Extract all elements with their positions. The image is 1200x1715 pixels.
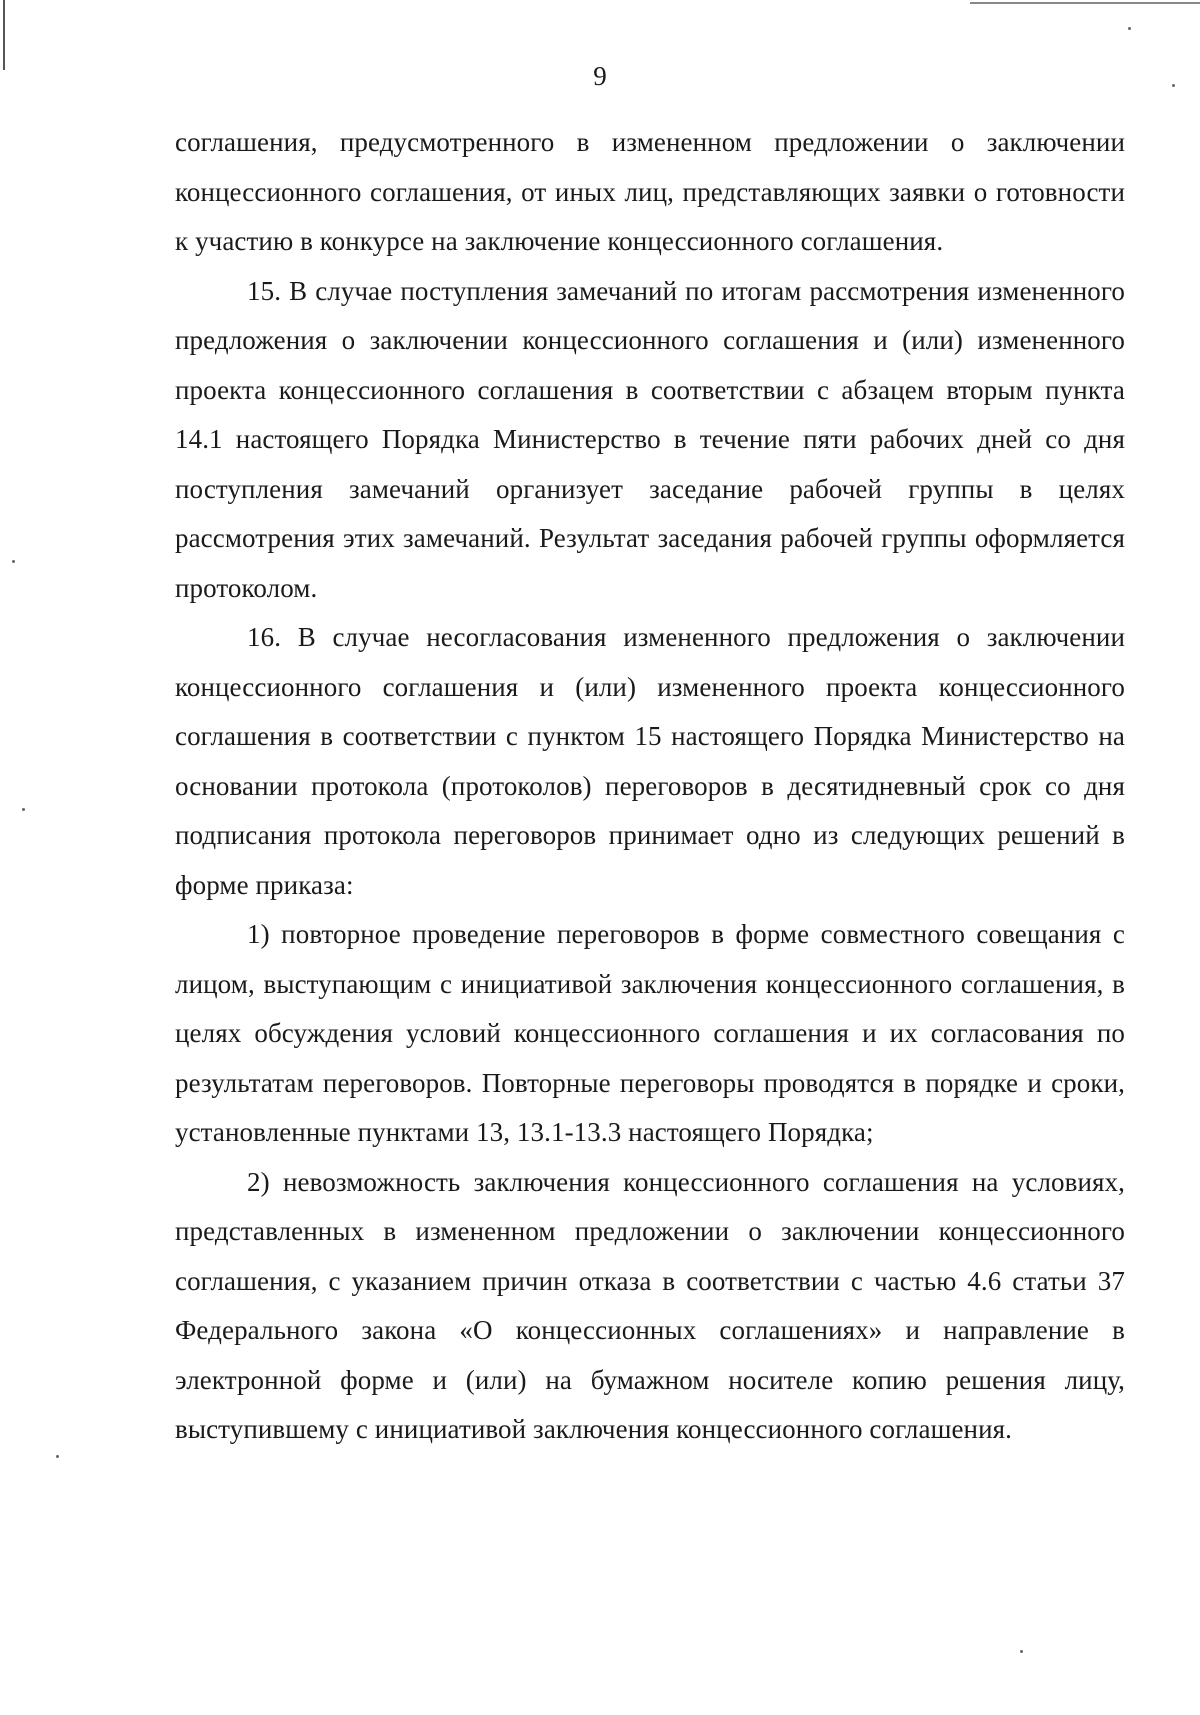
scan-edge-mark-top [970, 2, 1200, 4]
paragraph-clause-16-item-2: 2) невозможность заключения концессионного соглашения на условиях, представленных в измененном предложении о заключении концессионного соглашения, с указанием причин отказа в соответствии с частью 4.6 статьи 37 Федерального закона «О концессионных соглашениях» и направление в электронной форме и (или) на бумажном носителе копию решения лицу, выступившему с инициативой заключения концессионного соглашения. [175, 1166, 1125, 1444]
scan-speck [1020, 1650, 1023, 1653]
scan-speck [22, 808, 25, 811]
scan-speck [12, 560, 15, 563]
scan-speck [1128, 27, 1131, 30]
page-number: 9 [593, 61, 607, 91]
paragraph-clause-16: 16. В случае несогласования измененного предложения о заключении концессионного соглашения и (или) измененного проекта концессионного соглашения в соответствии с пунктом 15 настоящего Порядка Министерство на основании протокола (протоколов) переговоров в десятидневный срок со дня подписания протокола переговоров принимает одно из следующих решений в форме приказа: [175, 622, 1125, 900]
document-body [175, 118, 1125, 1455]
paragraph-clause-15: 15. В случае поступления замечаний по итогам рассмотрения измененного предложения о заключении концессионного соглашения и (или) измененного проекта концессионного соглашения в соответствии с абзацем вторым пункта 14.1 настоящего Порядка Министерство в течение пяти рабочих дней со дня поступления замечаний организует заседание рабочей группы в целях рассмотрения этих замечаний. Результат заседания рабочей группы оформляется протоколом. [175, 275, 1125, 603]
paragraph-continuation: соглашения, предусмотренного в измененном предложении о заключении концессионного соглашения, от иных лиц, представляющих заявки о готовности к участию в конкурсе на заключение концессионного соглашения. [175, 127, 1125, 256]
scan-speck [56, 1455, 59, 1458]
paragraph-clause-16-item-1: 1) повторное проведение переговоров в форме совместного совещания с лицом, выступающим с инициативой заключения концессионного соглашения, в целях обсуждения условий концессионного соглашения и их согласования по результатам переговоров. Повторные переговоры проводятся в порядке и сроки, установленные пунктами 13, 13.1-13.3 настоящего Порядка; [175, 919, 1125, 1147]
